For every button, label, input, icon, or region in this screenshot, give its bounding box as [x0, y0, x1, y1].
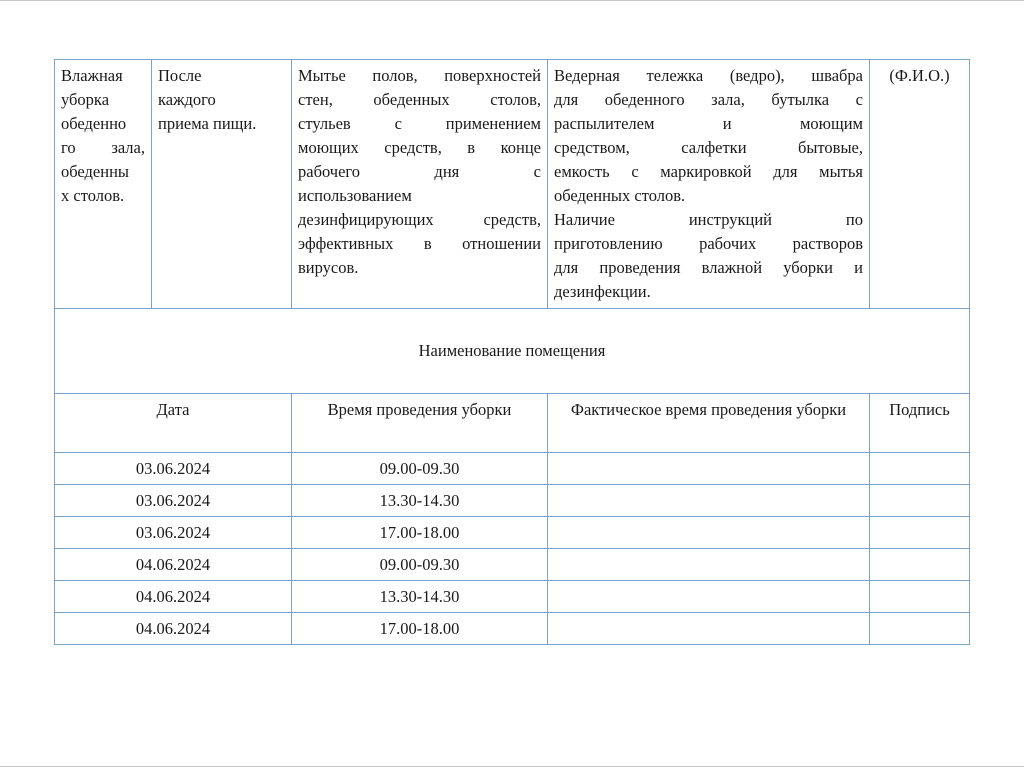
log-date: 03.06.2024 [55, 517, 292, 549]
log-time: 17.00-18.00 [292, 517, 548, 549]
responsible-person-cell: (Ф.И.О.) [870, 60, 970, 309]
log-actual-time[interactable] [548, 517, 870, 549]
log-row [55, 581, 970, 613]
slide-top-border [0, 0, 1024, 1]
log-time: 09.00-09.30 [292, 453, 548, 485]
task-equipment-cell: Ведерная тележка (ведро), швабра для обеденного зала, бутылка с распылителем и моющим средством, салфетки бытовые, емкость с маркировкой для мытья обеденных столов. Наличие инструкций по приготовлению рабочих растворов для проведения влажной уборки и дезинфекции. [548, 60, 870, 309]
task-method-cell: Мытье полов, поверхностей стен, обеденных столов, стульев с применением моющих средств, в конце рабочего дня с использованием дезинфицирующих средств, эффективных в отношении вирусов. [292, 60, 548, 309]
log-row [55, 549, 970, 581]
task-description-row [55, 60, 970, 309]
column-header-actual-time: Фактическое время проведения уборки [548, 394, 870, 453]
column-header-time: Время проведения уборки [292, 394, 548, 453]
log-signature[interactable] [870, 613, 970, 645]
log-header-row [55, 394, 970, 453]
log-time: 17.00-18.00 [292, 613, 548, 645]
log-signature[interactable] [870, 517, 970, 549]
room-title: Наименование помещения [55, 309, 970, 394]
log-signature[interactable] [870, 453, 970, 485]
log-actual-time[interactable] [548, 453, 870, 485]
log-signature[interactable] [870, 485, 970, 517]
cleaning-log-table [54, 59, 970, 645]
log-signature[interactable] [870, 549, 970, 581]
log-time: 13.30-14.30 [292, 581, 548, 613]
log-actual-time[interactable] [548, 485, 870, 517]
room-title-row [55, 309, 970, 394]
log-date: 04.06.2024 [55, 549, 292, 581]
task-name-cell: Влажная уборка обеденно го зала, обеденны х столов. [55, 60, 152, 309]
column-header-date: Дата [55, 394, 292, 453]
log-actual-time[interactable] [548, 613, 870, 645]
log-row [55, 613, 970, 645]
log-row [55, 485, 970, 517]
log-row [55, 517, 970, 549]
log-signature[interactable] [870, 581, 970, 613]
column-header-signature: Подпись [870, 394, 970, 453]
log-date: 04.06.2024 [55, 581, 292, 613]
log-row [55, 453, 970, 485]
log-date: 03.06.2024 [55, 453, 292, 485]
log-actual-time[interactable] [548, 549, 870, 581]
log-date: 03.06.2024 [55, 485, 292, 517]
log-time: 09.00-09.30 [292, 549, 548, 581]
task-frequency-cell: После каждого приема пищи. [152, 60, 292, 309]
log-time: 13.30-14.30 [292, 485, 548, 517]
log-date: 04.06.2024 [55, 613, 292, 645]
log-actual-time[interactable] [548, 581, 870, 613]
